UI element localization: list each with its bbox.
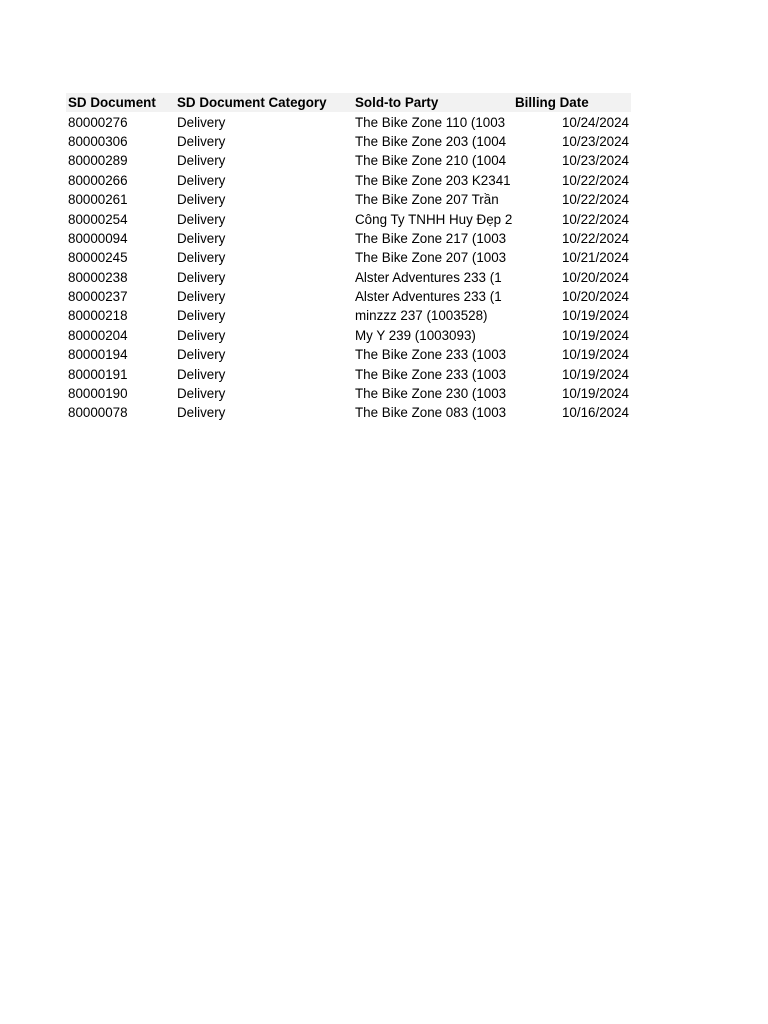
cell-sd-document-category: Delivery <box>177 114 226 130</box>
cell-billing-date: 10/19/2024 <box>561 327 629 343</box>
spreadsheet-table <box>66 93 631 423</box>
cell-sd-document: 80000094 <box>68 230 128 246</box>
cell-billing-date: 10/19/2024 <box>561 366 629 382</box>
cell-sold-to-party: The Bike Zone 230 (1003 <box>355 386 507 402</box>
table-row <box>66 209 631 228</box>
cell-billing-date: 10/22/2024 <box>561 230 629 246</box>
cell-sold-to-party: Alster Adventures 233 (1 <box>355 289 502 305</box>
cell-sd-document-category: Delivery <box>177 211 226 227</box>
cell-billing-date: 10/22/2024 <box>561 211 629 227</box>
table-row <box>66 171 631 190</box>
cell-sd-document-category: Delivery <box>177 308 226 324</box>
cell-sold-to-party: minzzz 237 (1003528) <box>355 308 488 324</box>
cell-sold-to-party: The Bike Zone 207 Trần <box>355 192 499 208</box>
cell-sold-to-party: Alster Adventures 233 (1 <box>355 269 502 285</box>
table-row <box>66 364 631 383</box>
table-row <box>66 112 631 131</box>
cell-sd-document: 80000078 <box>68 405 128 421</box>
cell-sd-document: 80000194 <box>68 347 128 363</box>
table-row <box>66 403 631 422</box>
cell-sd-document-category: Delivery <box>177 386 226 402</box>
cell-sd-document-category: Delivery <box>177 327 226 343</box>
cell-sd-document: 80000190 <box>68 386 128 402</box>
cell-billing-date: 10/19/2024 <box>561 386 629 402</box>
table-header-row <box>66 93 631 112</box>
cell-sd-document: 80000238 <box>68 269 128 285</box>
cell-sd-document: 80000306 <box>68 133 128 149</box>
cell-billing-date: 10/22/2024 <box>561 192 629 208</box>
table-row <box>66 384 631 403</box>
header-sold-to-party: Sold-to Party <box>355 95 439 111</box>
cell-sd-document: 80000218 <box>68 308 128 324</box>
cell-sd-document-category: Delivery <box>177 153 226 169</box>
cell-sd-document-category: Delivery <box>177 269 226 285</box>
cell-sd-document-category: Delivery <box>177 172 226 188</box>
cell-sold-to-party: The Bike Zone 233 (1003 <box>355 347 507 363</box>
cell-sold-to-party: The Bike Zone 083 (1003 <box>355 405 507 421</box>
cell-sold-to-party: The Bike Zone 203 (1004 <box>355 133 507 149</box>
table-row <box>66 132 631 151</box>
cell-sd-document: 80000276 <box>68 114 128 130</box>
cell-billing-date: 10/23/2024 <box>561 153 629 169</box>
cell-billing-date: 10/22/2024 <box>561 172 629 188</box>
cell-billing-date: 10/20/2024 <box>561 269 629 285</box>
cell-sd-document: 80000237 <box>68 289 128 305</box>
cell-billing-date: 10/19/2024 <box>561 347 629 363</box>
header-sd-document-category: SD Document Category <box>177 95 327 111</box>
cell-sd-document-category: Delivery <box>177 289 226 305</box>
cell-sd-document-category: Delivery <box>177 250 226 266</box>
cell-sd-document-category: Delivery <box>177 405 226 421</box>
table-row <box>66 190 631 209</box>
cell-billing-date: 10/23/2024 <box>561 133 629 149</box>
cell-billing-date: 10/24/2024 <box>561 114 629 130</box>
cell-sd-document-category: Delivery <box>177 230 226 246</box>
cell-sold-to-party: Công Ty TNHH Huy Đẹp 2 <box>355 211 512 227</box>
cell-billing-date: 10/16/2024 <box>561 405 629 421</box>
cell-sold-to-party: My Y 239 (1003093) <box>355 327 476 343</box>
table-body <box>66 112 631 422</box>
cell-sd-document: 80000204 <box>68 327 128 343</box>
table-row <box>66 306 631 325</box>
header-sd-document: SD Document <box>68 95 156 111</box>
table-row <box>66 326 631 345</box>
cell-sd-document: 80000191 <box>68 366 128 382</box>
header-billing-date: Billing Date <box>515 95 589 111</box>
cell-billing-date: 10/20/2024 <box>561 289 629 305</box>
cell-sd-document-category: Delivery <box>177 192 226 208</box>
table-row <box>66 229 631 248</box>
cell-sd-document: 80000261 <box>68 192 128 208</box>
cell-sd-document: 80000289 <box>68 153 128 169</box>
cell-sd-document-category: Delivery <box>177 133 226 149</box>
cell-sold-to-party: The Bike Zone 203 K2341 <box>355 172 511 188</box>
cell-billing-date: 10/19/2024 <box>561 308 629 324</box>
cell-sold-to-party: The Bike Zone 233 (1003 <box>355 366 507 382</box>
table-row <box>66 287 631 306</box>
table-row <box>66 248 631 267</box>
table-row <box>66 268 631 287</box>
cell-sd-document: 80000245 <box>68 250 128 266</box>
cell-billing-date: 10/21/2024 <box>561 250 629 266</box>
cell-sd-document: 80000266 <box>68 172 128 188</box>
cell-sd-document-category: Delivery <box>177 347 226 363</box>
cell-sold-to-party: The Bike Zone 207 (1003 <box>355 250 507 266</box>
table-row <box>66 151 631 170</box>
cell-sd-document: 80000254 <box>68 211 128 227</box>
cell-sold-to-party: The Bike Zone 210 (1004 <box>355 153 507 169</box>
cell-sold-to-party: The Bike Zone 217 (1003 <box>355 230 507 246</box>
table-row <box>66 345 631 364</box>
cell-sold-to-party: The Bike Zone 110 (1003 <box>355 114 506 130</box>
cell-sd-document-category: Delivery <box>177 366 226 382</box>
